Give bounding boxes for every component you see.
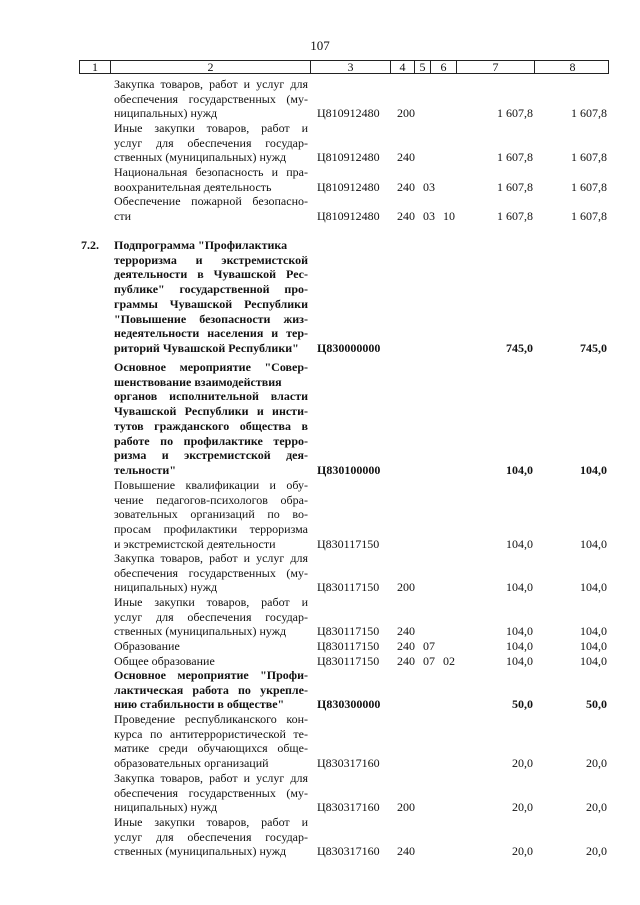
section: 07: [423, 639, 435, 653]
row-name-line: шенствование взаимодействия: [114, 374, 282, 389]
row-name-line: обеспечения государственных (му-: [114, 785, 308, 800]
target-article-code: Ц830100000: [317, 462, 381, 477]
amount-col-8: 20,0: [586, 756, 607, 771]
row-name-line: Основное мероприятие "Профи-: [114, 668, 308, 682]
amount-col-7: 20,0: [512, 844, 533, 859]
row-values: [0, 209, 640, 224]
header-cell-2: 2: [110, 61, 310, 73]
target-article-code: Ц830117150: [317, 654, 380, 668]
row-name-line: ниципальных) нужд: [114, 580, 218, 595]
row-name-line: курса по антитеррористической те-: [114, 726, 308, 741]
row-name-line: обеспечения государственных (му-: [114, 565, 308, 580]
row-name-line: ственных (муниципальных) нужд: [114, 624, 287, 639]
target-article-code: Ц830317160: [317, 756, 380, 771]
row-name-line: ственных (муниципальных) нужд: [114, 150, 287, 165]
amount-col-7: 104,0: [506, 639, 533, 653]
row-values: [0, 654, 640, 669]
row-values: [0, 463, 640, 478]
target-article-code: Ц830000000: [317, 340, 381, 355]
header-cell-3: 3: [310, 61, 390, 73]
amount-col-7: 745,0: [506, 340, 533, 355]
amount-col-8: 1 607,8: [571, 179, 607, 194]
row-name-line: риторий Чувашской Республики": [114, 340, 299, 355]
expense-type: 240: [397, 639, 415, 653]
subsection: 02: [443, 654, 455, 668]
row-name-line: Национальная безопасность и пра-: [114, 165, 308, 179]
row-name-line: Проведение республиканского кон-: [114, 712, 308, 726]
expense-type: 240: [397, 208, 415, 223]
amount-col-7: 104,0: [506, 654, 533, 668]
row-name-line: услуг для обеспечения государ-: [114, 829, 308, 844]
header-cell-5: 5: [414, 61, 430, 73]
row-name-line: тутов гражданского общества в: [114, 418, 308, 433]
target-article-code: Ц830317160: [317, 800, 380, 815]
target-article-code: Ц830117150: [317, 536, 380, 551]
target-article-code: Ц810912480: [317, 150, 380, 165]
amount-col-8: 104,0: [580, 536, 607, 551]
header-cell-7: 7: [456, 61, 534, 73]
row-name-line: Подпрограмма "Профилактика: [114, 238, 288, 252]
expense-type: 240: [397, 624, 415, 639]
subsection: 10: [443, 208, 455, 223]
amount-col-7: 104,0: [506, 462, 533, 477]
target-article-code: Ц830117150: [317, 580, 380, 595]
row-values: [0, 580, 640, 595]
row-name-line: услуг для обеспечения государ-: [114, 135, 308, 150]
amount-col-7: 1 607,8: [497, 106, 533, 121]
row-name-line: нию стабильности в обществе": [114, 697, 285, 712]
expense-type: 240: [397, 179, 415, 194]
row-values: [0, 800, 640, 815]
amount-col-7: 104,0: [506, 580, 533, 595]
target-article-code: Ц830317160: [317, 844, 380, 859]
row-name-line: работе по профилактике терро-: [114, 433, 308, 448]
section: 03: [423, 179, 435, 194]
header-cell-4: 4: [390, 61, 414, 73]
expense-type: 240: [397, 150, 415, 165]
amount-col-7: 1 607,8: [497, 150, 533, 165]
target-article-code: Ц830117150: [317, 639, 380, 653]
row-name-line: Закупка товаров, работ и услуг для: [114, 771, 308, 785]
amount-col-8: 20,0: [586, 844, 607, 859]
amount-col-8: 104,0: [580, 624, 607, 639]
row-name-line: терроризма и экстремистской: [114, 252, 308, 267]
row-name-line: тельности": [114, 462, 177, 477]
row-name-line: ризма и экстремистской дея-: [114, 448, 308, 463]
row-name-line: ниципальных) нужд: [114, 800, 218, 815]
row-name-line: Иные закупки товаров, работ и: [114, 595, 308, 609]
row-name-line: ниципальных) нужд: [114, 106, 218, 121]
row-values: [0, 639, 640, 654]
amount-col-8: 104,0: [580, 462, 607, 477]
row-name-line: матике среди обучающихся обще-: [114, 741, 308, 756]
expense-type: 240: [397, 654, 415, 668]
amount-col-8: 104,0: [580, 580, 607, 595]
row-name-line: Общее образование: [114, 654, 215, 668]
row-name-line: чение педагогов-психологов обра-: [114, 492, 308, 507]
target-article-code: Ц810912480: [317, 208, 380, 223]
row-name-line: лактическая работа по укрепле-: [114, 682, 308, 697]
amount-col-8: 1 607,8: [571, 106, 607, 121]
row-name-line: Обеспечение пожарной безопасно-: [114, 194, 308, 208]
expense-type: 240: [397, 844, 415, 859]
expense-type: 200: [397, 800, 415, 815]
amount-col-7: 1 607,8: [497, 179, 533, 194]
header-cell-8: 8: [534, 61, 610, 73]
header-cell-6: 6: [430, 61, 456, 73]
row-name: [114, 238, 308, 356]
amount-col-7: 50,0: [512, 697, 533, 712]
row-name-line: недеятельности населения и тер-: [114, 326, 308, 341]
header-cell-1: 1: [92, 60, 98, 74]
row-name-line: просам профилактики терроризма: [114, 522, 308, 537]
amount-col-7: 20,0: [512, 756, 533, 771]
row-name-line: деятельности в Чувашской Рес-: [114, 267, 308, 282]
amount-col-8: 104,0: [580, 654, 607, 668]
row-name-line: воохранительная деятельность: [114, 179, 272, 194]
row-name-line: публике" государственной про-: [114, 282, 308, 297]
row-name-line: Чувашской Республики и инсти-: [114, 404, 308, 419]
row-values: [0, 537, 640, 552]
row-values: [0, 106, 640, 121]
row-name-line: Образование: [114, 639, 180, 653]
row-values: [0, 150, 640, 165]
row-values: [0, 697, 640, 712]
row-name-line: Повышение квалификации и обу-: [114, 478, 308, 492]
amount-col-8: 1 607,8: [571, 150, 607, 165]
target-article-code: Ц830117150: [317, 624, 380, 639]
row-name-line: ственных (муниципальных) нужд: [114, 844, 287, 859]
row-values: [0, 180, 640, 195]
table-header: [79, 60, 609, 74]
amount-col-8: 745,0: [580, 340, 607, 355]
row-name-line: "Повышение безопасности жиз-: [114, 311, 308, 326]
row-name-line: Закупка товаров, работ и услуг для: [114, 77, 308, 91]
amount-col-7: 104,0: [506, 624, 533, 639]
row-name-line: сти: [114, 208, 131, 223]
page-number: 107: [310, 38, 330, 53]
row-name-line: и экстремистской деятельности: [114, 536, 276, 551]
row-name-line: органов исполнительной власти: [114, 389, 308, 404]
row-name-line: Иные закупки товаров, работ и: [114, 121, 308, 135]
section: 03: [423, 208, 435, 223]
expense-type: 200: [397, 580, 415, 595]
row-values: [0, 624, 640, 639]
row-values: [0, 341, 640, 356]
row-name-line: зовательных организаций по во-: [114, 507, 308, 522]
row-name-line: услуг для обеспечения государ-: [114, 609, 308, 624]
row-name-line: образовательных организаций: [114, 756, 269, 771]
target-article-code: Ц830300000: [317, 697, 381, 712]
row-name-line: Закупка товаров, работ и услуг для: [114, 551, 308, 565]
row-number: 7.2.: [81, 238, 99, 252]
amount-col-8: 50,0: [586, 697, 607, 712]
row-values: [0, 756, 640, 771]
row-name-line: Иные закупки товаров, работ и: [114, 815, 308, 829]
target-article-code: Ц810912480: [317, 106, 380, 121]
amount-col-8: 1 607,8: [571, 208, 607, 223]
amount-col-7: 1 607,8: [497, 208, 533, 223]
row-name-line: Основное мероприятие "Совер-: [114, 360, 308, 374]
amount-col-7: 20,0: [512, 800, 533, 815]
row-name-line: граммы Чувашской Республики: [114, 296, 308, 311]
amount-col-8: 20,0: [586, 800, 607, 815]
row-name-line: обеспечения государственных (му-: [114, 91, 308, 106]
section: 07: [423, 654, 435, 668]
expense-type: 200: [397, 106, 415, 121]
row-name: [114, 360, 308, 478]
row-values: [0, 844, 640, 859]
amount-col-8: 104,0: [580, 639, 607, 653]
target-article-code: Ц810912480: [317, 179, 380, 194]
amount-col-7: 104,0: [506, 536, 533, 551]
